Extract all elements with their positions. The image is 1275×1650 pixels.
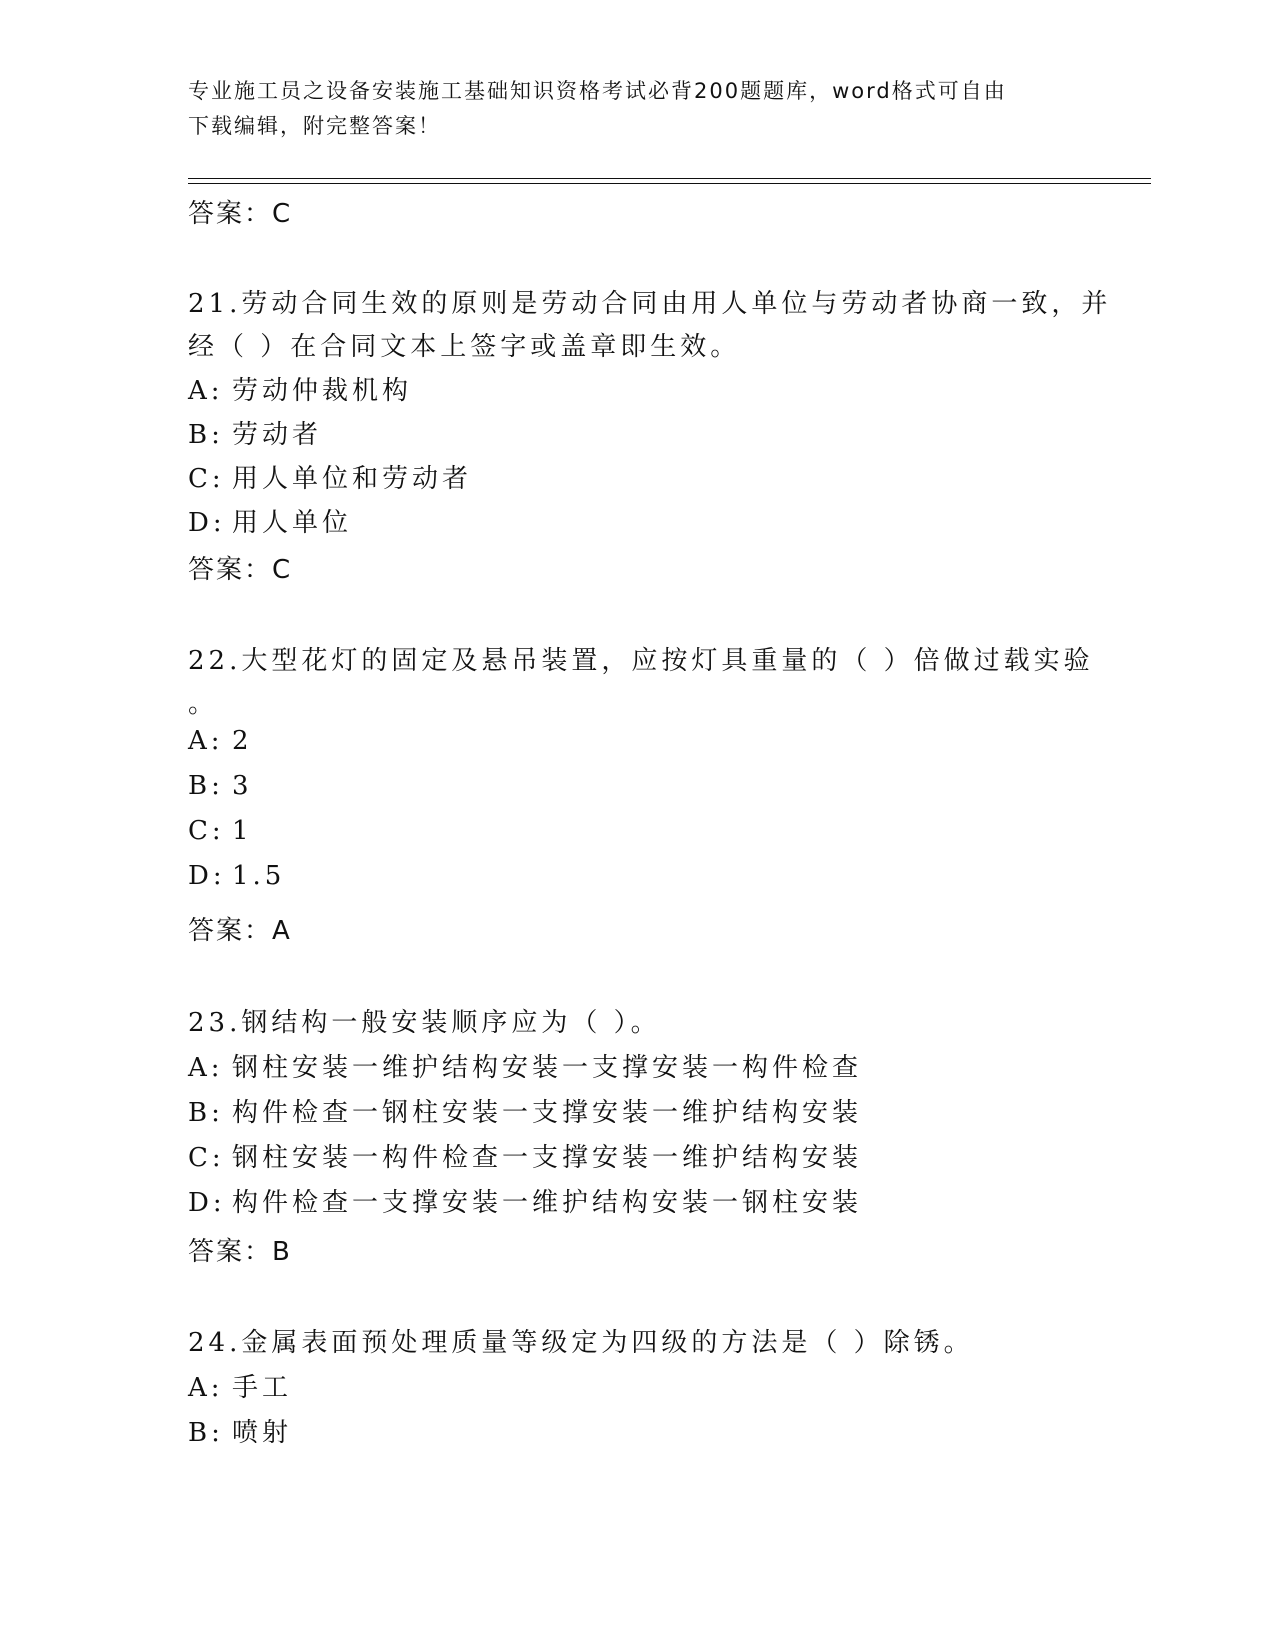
option-key: B: xyxy=(188,1098,224,1128)
option-text: 3 xyxy=(232,771,253,801)
header-title-line-1: 专业施工员之设备安装施工基础知识资格考试必背200题题库，word格式可自由 xyxy=(188,79,1007,103)
question-21-option-d xyxy=(188,502,352,539)
question-22-stem-line-1: 22.大型花灯的固定及悬吊装置，应按灯具重量的（ ）倍做过载实验 xyxy=(188,646,1094,676)
question-21-option-a xyxy=(188,370,412,407)
question-22-option-d xyxy=(188,861,285,891)
question-24-option-a xyxy=(188,1367,292,1404)
question-24-stem: 24.金属表面预处理质量等级定为四级的方法是（ ）除锈。 xyxy=(188,1328,974,1358)
question-23-stem: 23.钢结构一般安装顺序应为（ ）。 xyxy=(188,1008,661,1038)
option-text: 钢柱安装一维护结构安装一支撑安装一构件检查 xyxy=(232,1053,863,1083)
question-23-option-a xyxy=(188,1047,862,1084)
question-21-stem-line-1: 21.劳动合同生效的原则是劳动合同由用人单位与劳动者协商一致，并 xyxy=(188,289,1112,319)
question-21-option-c xyxy=(188,458,472,495)
option-key: A: xyxy=(188,726,224,756)
question-22-option-b xyxy=(188,771,253,801)
question-22-stem-line-2: 。 xyxy=(188,689,219,719)
document-header xyxy=(188,74,1088,144)
option-key: C: xyxy=(188,1143,225,1173)
question-22-answer: 答案：A xyxy=(188,916,292,946)
option-text: 钢柱安装一构件检查一支撑安装一维护结构安装 xyxy=(232,1143,863,1173)
question-23-option-c xyxy=(188,1137,862,1174)
option-text: 喷射 xyxy=(232,1418,293,1448)
header-title-line-2: 下载编辑，附完整答案！ xyxy=(188,114,441,138)
option-text: 2 xyxy=(232,726,253,756)
option-key: C: xyxy=(188,816,225,846)
option-key: A: xyxy=(188,1373,224,1403)
option-text: 构件检查一支撑安装一维护结构安装一钢柱安装 xyxy=(232,1188,863,1218)
option-key: D: xyxy=(188,861,226,891)
option-key: B: xyxy=(188,420,224,450)
question-23-answer: 答案：B xyxy=(188,1237,292,1267)
option-key: B: xyxy=(188,1418,224,1448)
option-key: D: xyxy=(188,1188,226,1218)
question-21-answer: 答案：C xyxy=(188,555,293,585)
question-22-option-a xyxy=(188,726,253,756)
header-divider-bottom xyxy=(188,183,1151,184)
option-text: 1 xyxy=(232,816,253,846)
option-text: 构件检查一钢柱安装一支撑安装一维护结构安装 xyxy=(232,1098,863,1128)
option-key: D: xyxy=(188,508,226,538)
question-24-option-b xyxy=(188,1412,292,1449)
option-key: A: xyxy=(188,1053,224,1083)
question-21-stem-line-2: 经（ ）在合同文本上签字或盖章即生效。 xyxy=(188,332,741,362)
option-text: 劳动仲裁机构 xyxy=(232,376,413,406)
question-23-option-b xyxy=(188,1092,862,1129)
option-key: A: xyxy=(188,376,224,406)
option-text: 1.5 xyxy=(232,861,286,891)
question-22-option-c xyxy=(188,816,253,846)
previous-answer: 答案：C xyxy=(188,199,293,229)
header-divider-top xyxy=(188,178,1151,179)
option-text: 用人单位和劳动者 xyxy=(232,464,473,494)
option-text: 劳动者 xyxy=(232,420,323,450)
option-key: B: xyxy=(188,771,224,801)
option-text: 手工 xyxy=(232,1373,293,1403)
question-23-option-d xyxy=(188,1182,862,1219)
option-key: C: xyxy=(188,464,225,494)
question-21-option-b xyxy=(188,414,322,451)
option-text: 用人单位 xyxy=(232,508,353,538)
